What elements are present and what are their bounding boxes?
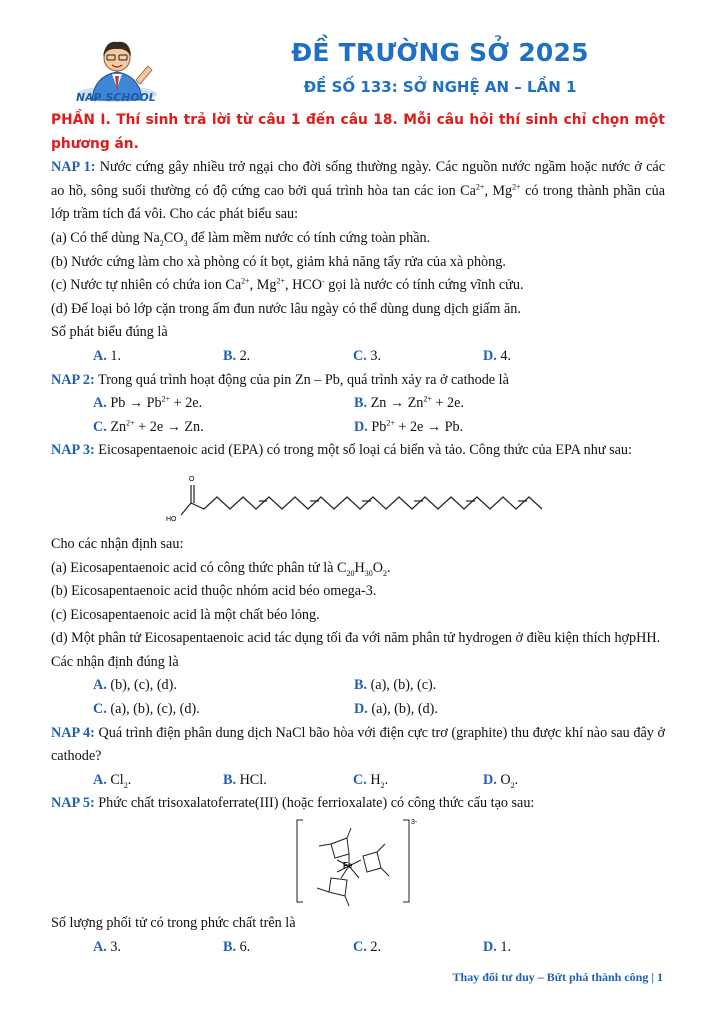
complex-charge: 3- xyxy=(411,819,418,827)
logo-text: NAP SCHOOL xyxy=(76,92,156,104)
option-d[interactable]: D. 1. xyxy=(483,938,511,955)
options-row xyxy=(51,392,665,416)
question-1: NAP 1: Nước cứng gây nhiều trở ngại cho đời sống thường ngày. Các nguồn nước ngầm hoặc nước ở các ao hồ, sông suối thường có độ cứng cao bởi quá trình hòa tan các ion $Ca^{2+}$, $Mg^{2+}$ có trong thành phần của lớp trầm tích đá vôi. Cho các phát biểu sau: xyxy=(51,159,665,223)
option-c[interactable]: C. 3. xyxy=(353,347,381,364)
option-b[interactable]: B. $Zn \to Zn^{2+} + 2e$. xyxy=(354,394,464,412)
option-c[interactable]: C. (a), (b), (c), (d). xyxy=(93,701,200,718)
document-body xyxy=(51,109,665,959)
statement-a: (a) Có thể dùng $Na_2CO_3$ để làm mềm nước có tính cứng toàn phần. xyxy=(51,229,431,248)
option-d[interactable]: D. 4. xyxy=(483,347,511,364)
question-2: NAP 2: Trong quá trình hoạt động của pin Zn – Pb, quá trình xảy ra ở cathode là xyxy=(51,371,509,388)
option-a[interactable]: A. (b), (c), (d). xyxy=(93,677,177,694)
option-a[interactable]: A. $Pb \to Pb^{2+} + 2e$. xyxy=(93,394,203,412)
question-label: NAP 1: xyxy=(51,159,96,176)
option-a[interactable]: A. $Cl_2$. xyxy=(93,771,132,790)
question-3: NAP 3: Eicosapentaenoic acid (EPA) có trong một số loại cá biển và tảo. Công thức của EPA như sau: xyxy=(51,442,632,459)
part-heading: PHẦN I. Thí sinh trả lời từ câu 1 đến câu 18. Mỗi câu hỏi thí sinh chỉ chọn một phương án. xyxy=(51,112,665,152)
options-row xyxy=(51,345,665,369)
question-ask: Số phát biểu đúng là xyxy=(51,324,168,341)
statement-d: (d) Một phân tử Eicosapentaenoic acid tác dụng tối đa với năm phân tử hydrogen ở điều kiện thích hợpHH. xyxy=(51,630,661,647)
options-row xyxy=(51,416,665,440)
question-ask: Các nhận định đúng là xyxy=(51,653,179,670)
option-b[interactable]: B. HCl. xyxy=(223,771,267,788)
iron-label: Fe xyxy=(343,861,353,871)
option-d[interactable]: D. $O_2$. xyxy=(483,771,519,790)
option-d[interactable]: D. (a), (b), (d). xyxy=(354,701,438,718)
options-row xyxy=(51,936,665,960)
page-subtitle: ĐỀ SỐ 133: SỞ NGHỆ AN – LẦN 1 xyxy=(303,78,577,96)
ferrioxalate-structure-figure xyxy=(51,816,665,912)
question-5: NAP 5: Phức chất trisoxalatoferrate(III) (hoặc ferrioxalate) có công thức cấu tạo sau: xyxy=(51,795,535,812)
option-b[interactable]: B. (a), (b), (c). xyxy=(354,677,437,694)
options-row xyxy=(51,698,665,722)
statements-intro: Cho các nhận định sau: xyxy=(51,535,184,552)
page-title: ĐỀ TRƯỜNG SỞ 2025 xyxy=(291,38,589,67)
oxygen-label: O xyxy=(189,475,195,483)
question-4: NAP 4: Quá trình điện phân dung dịch NaCl bão hòa với điện cực trơ (graphite) thu được khí nào sau đây ở cathode? xyxy=(51,724,665,765)
options-row xyxy=(51,674,665,698)
options-row xyxy=(51,769,665,793)
question-ask: Số lượng phối tử có trong phức chất trên là xyxy=(51,915,296,932)
statement-c: (c) Nước tự nhiên có chứa ion $Ca^{2+}$, $Mg^{2+}$, HCO- gọi là nước có tính cứng vĩnh cửu. xyxy=(51,276,524,294)
option-c[interactable]: C. $H_2$. xyxy=(353,771,389,790)
option-c[interactable]: C. $Zn^{2+} + 2e \to Zn$. xyxy=(93,417,204,435)
option-a[interactable]: A. 3. xyxy=(93,938,121,955)
option-c[interactable]: C. 2. xyxy=(353,938,381,955)
statement-c: (c) Eicosapentaenoic acid là một chất béo lỏng. xyxy=(51,606,320,623)
ferrioxalate-structure xyxy=(51,816,665,912)
epa-structure-figure xyxy=(51,463,665,533)
hydroxyl-label: HO xyxy=(166,515,177,523)
option-b[interactable]: B. 2. xyxy=(223,347,251,364)
option-b[interactable]: B. 6. xyxy=(223,938,251,955)
page-footer: Thay đổi tư duy – Bứt phá thành công | 1 xyxy=(452,970,663,984)
statement-a: (a) Eicosapentaenoic acid có công thức phân tử là $C_{20}H_{30}O_2$. xyxy=(51,559,391,578)
statement-b: (b) Eicosapentaenoic acid thuộc nhóm acid béo omega-3. xyxy=(51,583,377,600)
option-d[interactable]: D. $Pb^{2+} + 2e \to Pb$. xyxy=(354,417,464,435)
statement-b: (b) Nước cứng làm cho xà phòng có ít bọt, giảm khả năng tẩy rửa của xà phòng. xyxy=(51,253,506,270)
statement-d: (d) Để loại bỏ lớp cặn trong ấm đun nước lâu ngày có thể dùng dung dịch giấm ăn. xyxy=(51,300,521,317)
epa-skeletal-formula xyxy=(51,463,665,533)
option-a[interactable]: A. 1. xyxy=(93,347,121,364)
